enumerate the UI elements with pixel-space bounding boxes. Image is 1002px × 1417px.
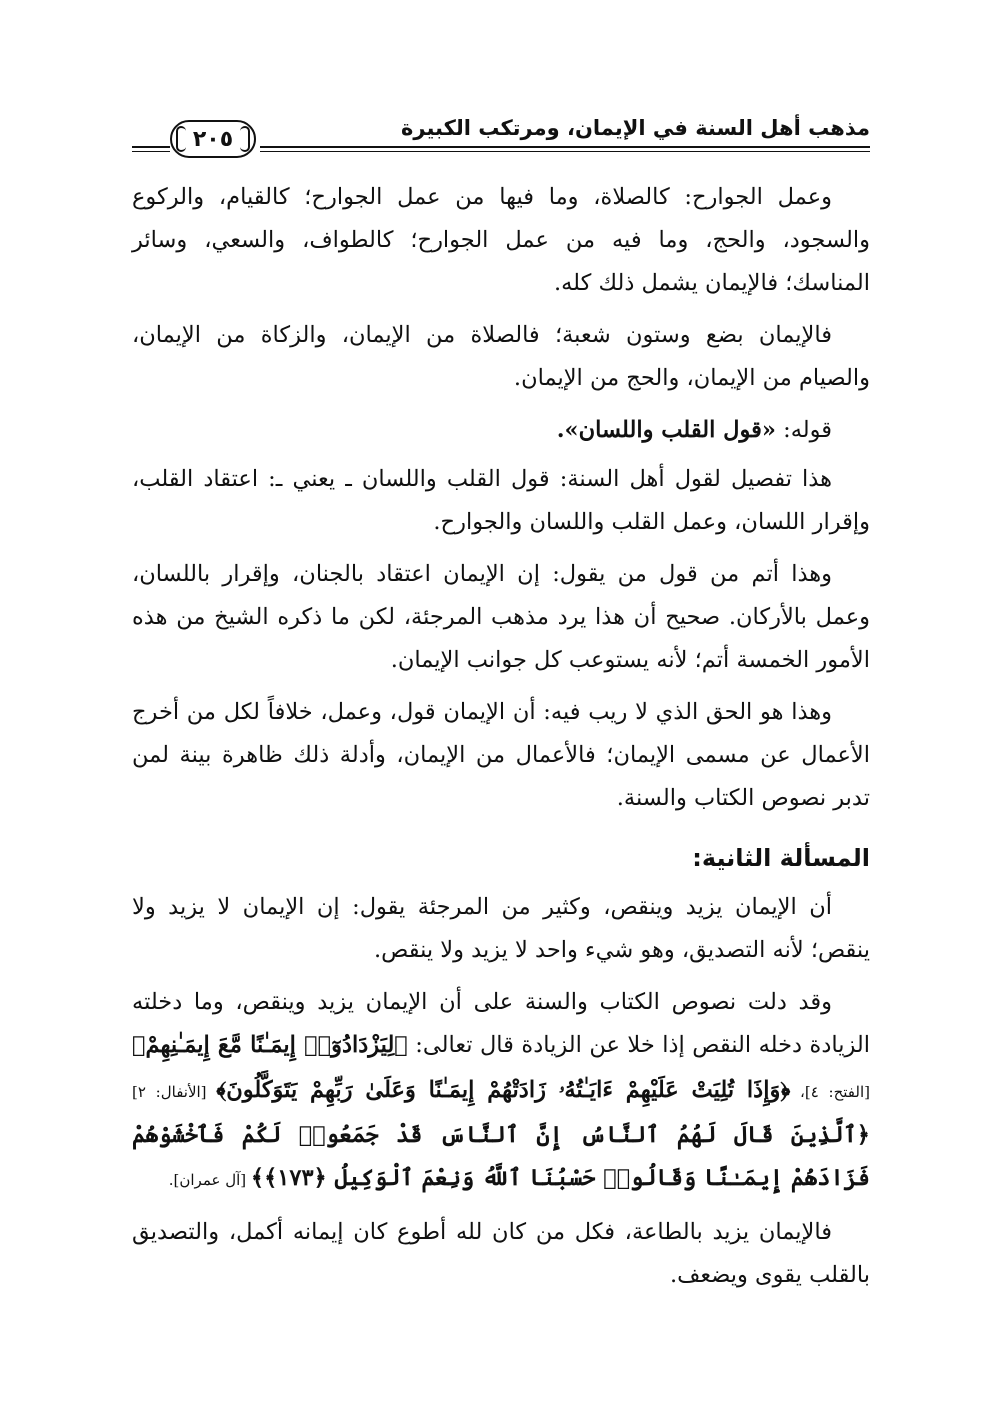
paragraph: أن الإيمان يزيد وينقص، وكثير من المرجئة يقول: إن الإيمان لا يزيد ولا ينقص؛ لأنه التصديق، وهو شيء واحد لا يزيد ولا ينقص.	[132, 894, 870, 963]
paragraph: وعمل الجوارح: كالصلاة، وما فيها من عمل الجوارح؛ كالقيام، والركوع والسجود، والحج، وما فيه من عمل الجوارح؛ كالطواف، والسعي، وسائر المناسك؛ فالإيمان يشمل ذلك كله.	[132, 184, 870, 296]
quran-verse: ﴿ٱلَّذِينَ قَالَ لَهُمُ ٱلنَّاسُ إِنَّ ٱلنَّاسَ قَدْ جَمَعُوا۟ لَكُمْ فَٱخْشَوْهُمْ فَزَادَهُمْ إِيمَـٰنًا وَقَالُوا۟ حَسْبُنَا ٱللَّهُ وَنِعْمَ ٱلْوَكِيلُ ﴿١٧٣﴾﴾	[132, 1122, 870, 1191]
paragraph: فالإيمان يزيد بالطاعة، فكل من كان لله أطوع كان إيمانه أكمل، والتصديق بالقلب يقوى ويضعف.	[132, 1219, 870, 1288]
paragraph-with-verses	[132, 981, 870, 1202]
page-header	[132, 110, 870, 160]
running-title: مذهب أهل السنة في الإيمان، ومرتكب الكبيرة	[401, 116, 870, 140]
header-rule-left	[132, 146, 170, 152]
body-text	[132, 176, 870, 1306]
paragraph: فالإيمان بضع وستون شعبة؛ فالصلاة من الإيمان، والزكاة من الإيمان، والصيام من الإيمان، والحج من الإيمان.	[132, 322, 870, 391]
section-heading: المسألة الثانية:	[692, 844, 870, 872]
verse-reference: [آل عمران].	[168, 1171, 251, 1189]
verse-intro: وقد دلت نصوص الكتاب والسنة على أن الإيمان يزيد وينقص، وما دخلته الزيادة دخله النقص إذا خلا عن الزيادة قال تعالى:	[132, 989, 870, 1058]
paragraph: هذا تفصيل لقول أهل السنة: قول القلب واللسان ـ يعني ـ: اعتقاد القلب، وإقرار اللسان، وعمل القلب واللسان والجوارح.	[132, 466, 870, 535]
quran-verse: ﴿وَإِذَا تُلِيَتْ عَلَيْهِمْ ءَايَـٰتُهُۥ زَادَتْهُمْ إِيمَـٰنًا وَعَلَىٰ رَبِّهِمْ يَتَوَكَّلُونَ﴾	[216, 1077, 791, 1103]
paragraph: وهذا هو الحق الذي لا ريب فيه: أن الإيمان قول، وعمل، خلافاً لكل من أخرج الأعمال عن مسمى الإيمان؛ فالأعمال من الإيمان، وأدلة ذلك ظاهرة بينة لمن تدبر نصوص الكتاب والسنة.	[132, 699, 870, 811]
quote-prefix: قوله:	[775, 417, 832, 443]
verse-reference: [الفتح: ٤]،	[790, 1083, 870, 1101]
header-rule	[260, 146, 870, 152]
quran-verse: ﴿لِيَزْدَادُوٓا۟ إِيمَـٰنًا مَّعَ إِيمَـٰنِهِمْ﴾	[132, 1032, 408, 1058]
paragraph: وهذا أتم من قول من يقول: إن الإيمان اعتقاد بالجنان، وإقرار باللسان، وعمل بالأركان. صحيح أن هذا يرد مذهب المرجئة، لكن ما ذكره الشيخ من هذه الأمور الخمسة أتم؛ لأنه يستوعب كل جوانب الإيمان.	[132, 561, 870, 673]
page-number: ٢٠٥	[170, 120, 256, 158]
verse-reference: [الأنفال: ٢]	[132, 1083, 217, 1101]
paragraph-quote	[132, 409, 870, 452]
quoted-text: «قول القلب واللسان».	[556, 417, 776, 443]
